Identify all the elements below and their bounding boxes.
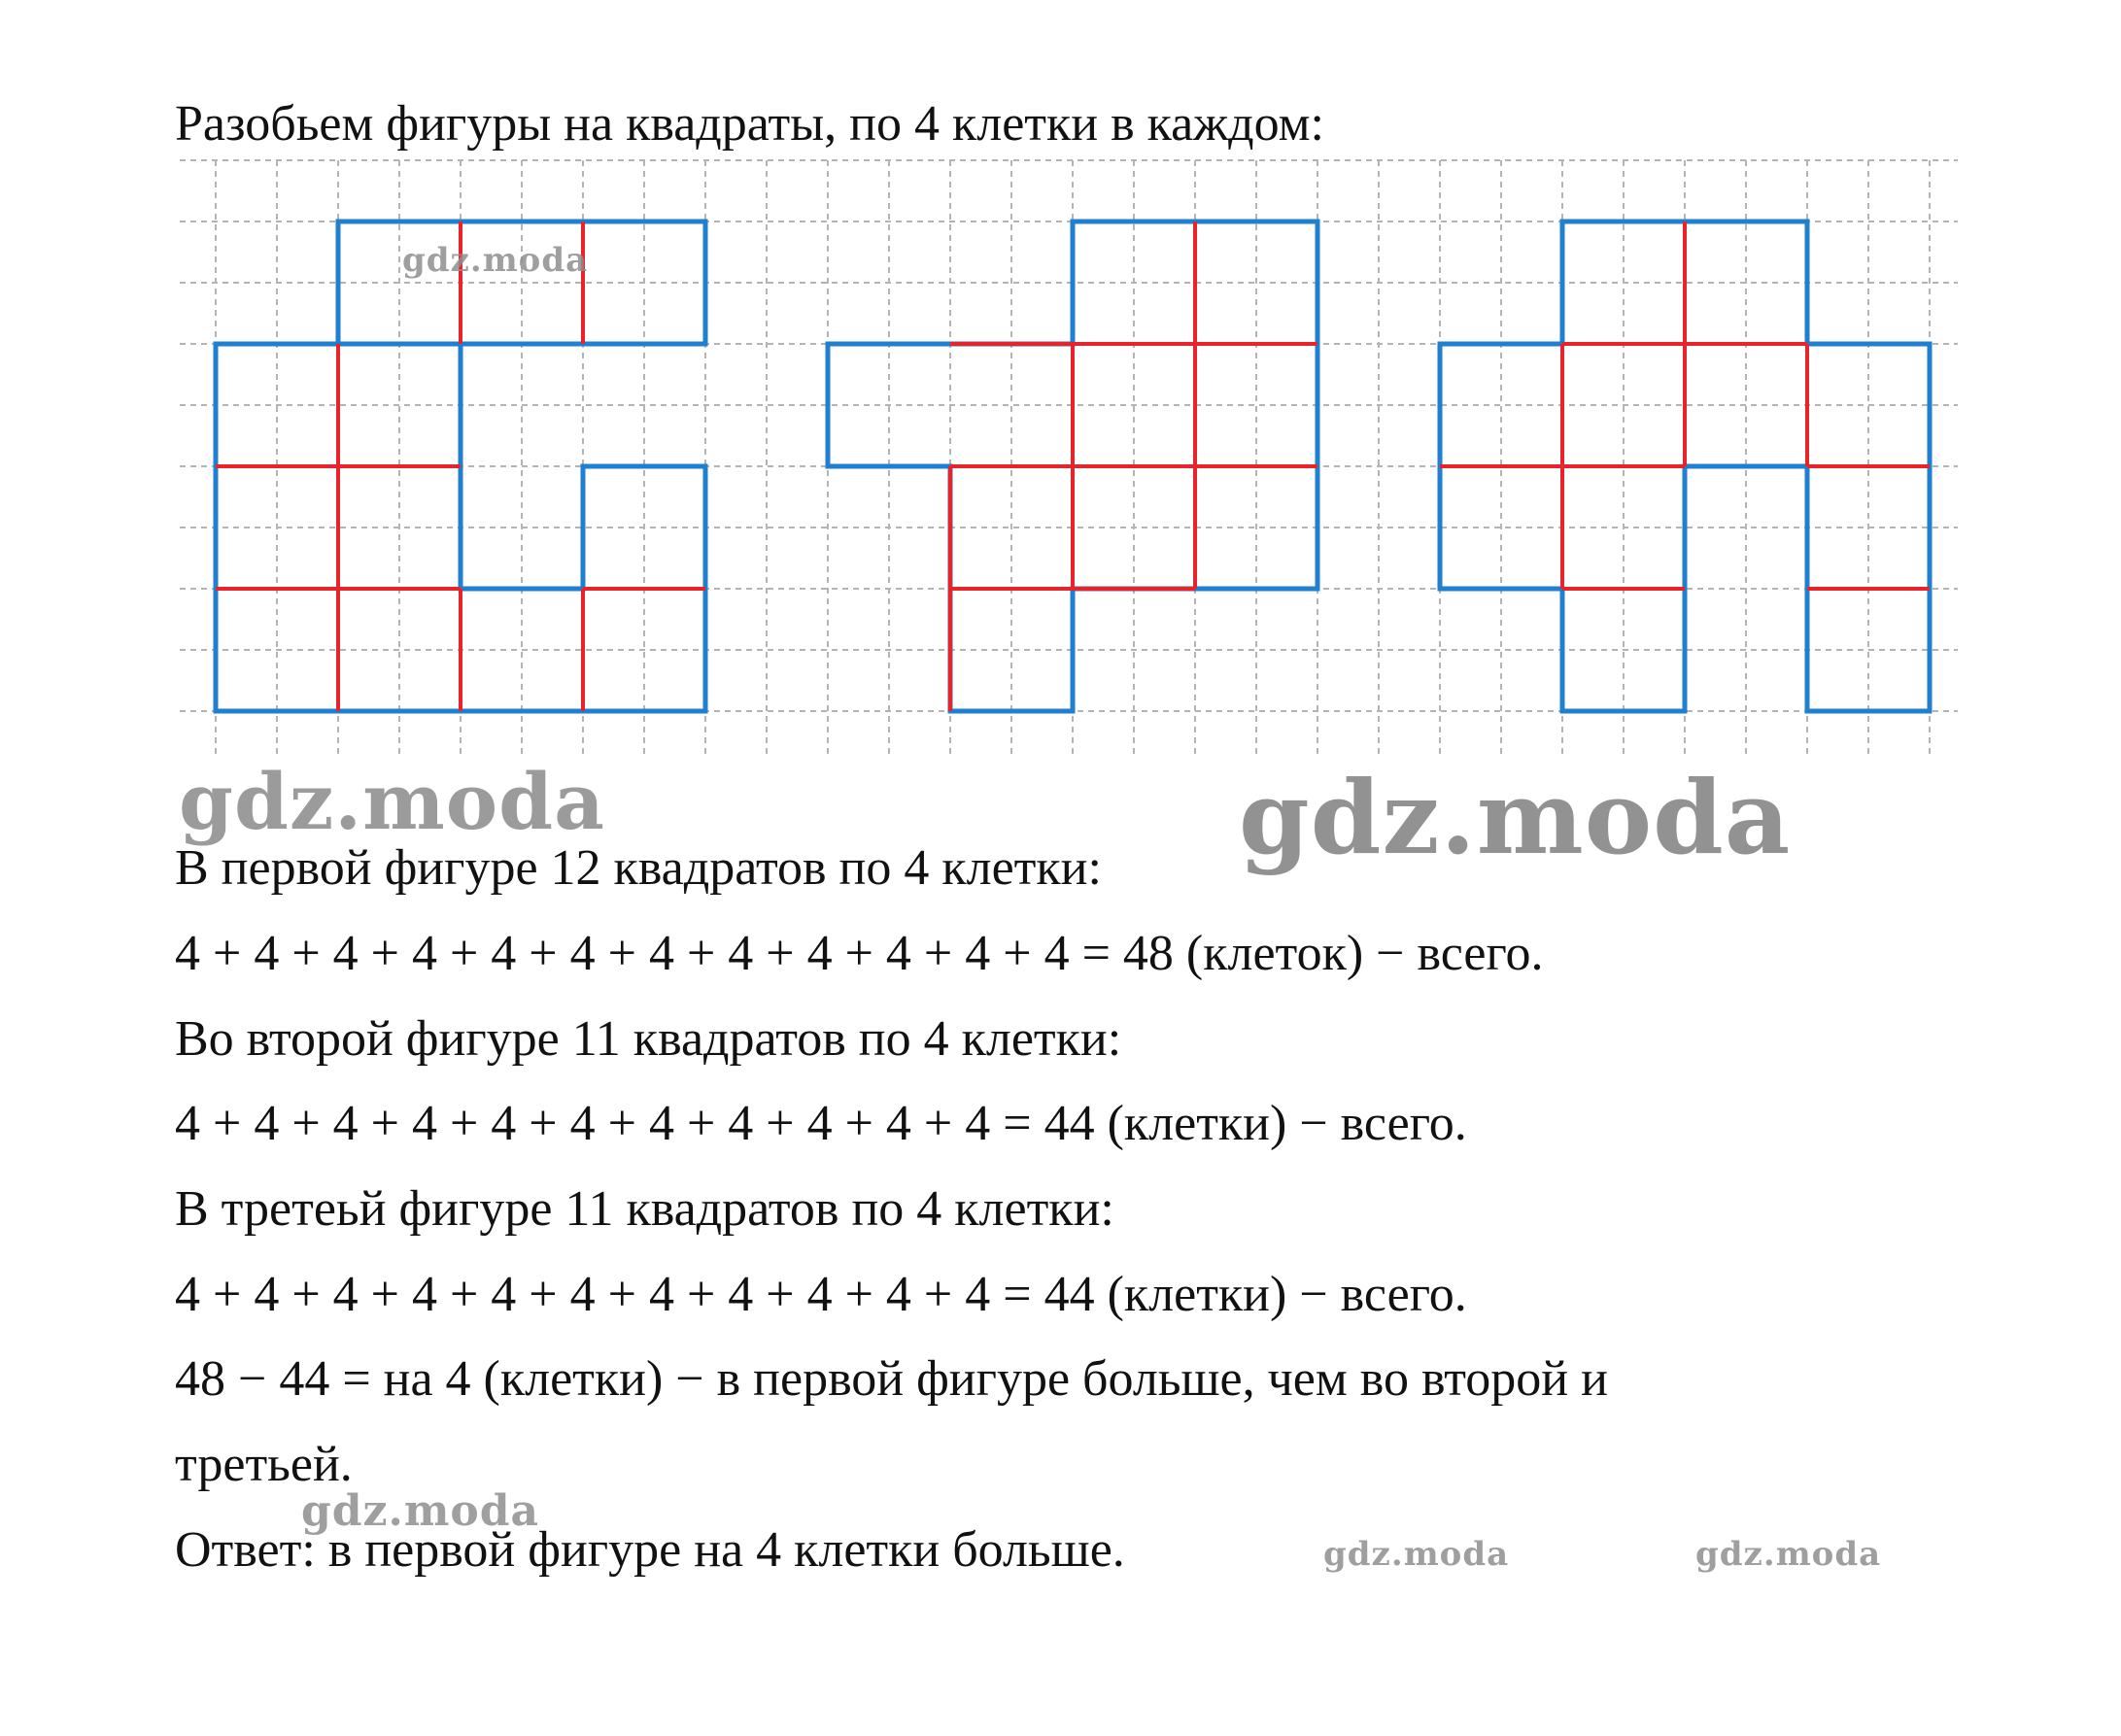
- watermark-bottom-mid: gdz.moda: [1323, 1535, 1510, 1574]
- solution-line-8: третьей.: [175, 1437, 353, 1492]
- solution-line-1: В первой фигуре 12 квадратов по 4 клетки:: [175, 840, 1102, 896]
- watermark-bottom-left: gdz.moda: [301, 1486, 540, 1536]
- answer-line: Ответ: в первой фигуре на 4 клетки больше.: [175, 1522, 1125, 1578]
- figure-2: [828, 221, 1317, 711]
- solution-line-3: Во второй фигуре 11 квадратов по 4 клетки:: [175, 1011, 1122, 1067]
- solution-line-4: 4 + 4 + 4 + 4 + 4 + 4 + 4 + 4 + 4 + 4 + 4 = 44 (клетки) − всего.: [175, 1096, 1467, 1151]
- intro-text: Разобьем фигуры на квадраты, по 4 клетки в каждом:: [175, 96, 1324, 152]
- solution-line-7: 48 − 44 = на 4 (клетки) − в первой фигуре больше, чем во второй и: [175, 1351, 1608, 1407]
- watermark-center: gdz.moda: [1239, 758, 1792, 877]
- solution-line-6: 4 + 4 + 4 + 4 + 4 + 4 + 4 + 4 + 4 + 4 + 4 = 44 (клетки) − всего.: [175, 1267, 1467, 1322]
- solution-line-5: В третеьй фигуре 11 квадратов по 4 клетки:: [175, 1181, 1114, 1237]
- watermark-left: gdz.moda: [179, 756, 605, 847]
- figure-1: [216, 221, 705, 711]
- figure-3: [1440, 221, 1930, 711]
- watermark-bottom-right: gdz.moda: [1695, 1535, 1882, 1574]
- watermark-top: gdz.moda: [402, 241, 589, 280]
- figures-grid: [0, 0, 2121, 777]
- solution-line-2: 4 + 4 + 4 + 4 + 4 + 4 + 4 + 4 + 4 + 4 + 4 + 4 = 48 (клеток) − всего.: [175, 926, 1544, 981]
